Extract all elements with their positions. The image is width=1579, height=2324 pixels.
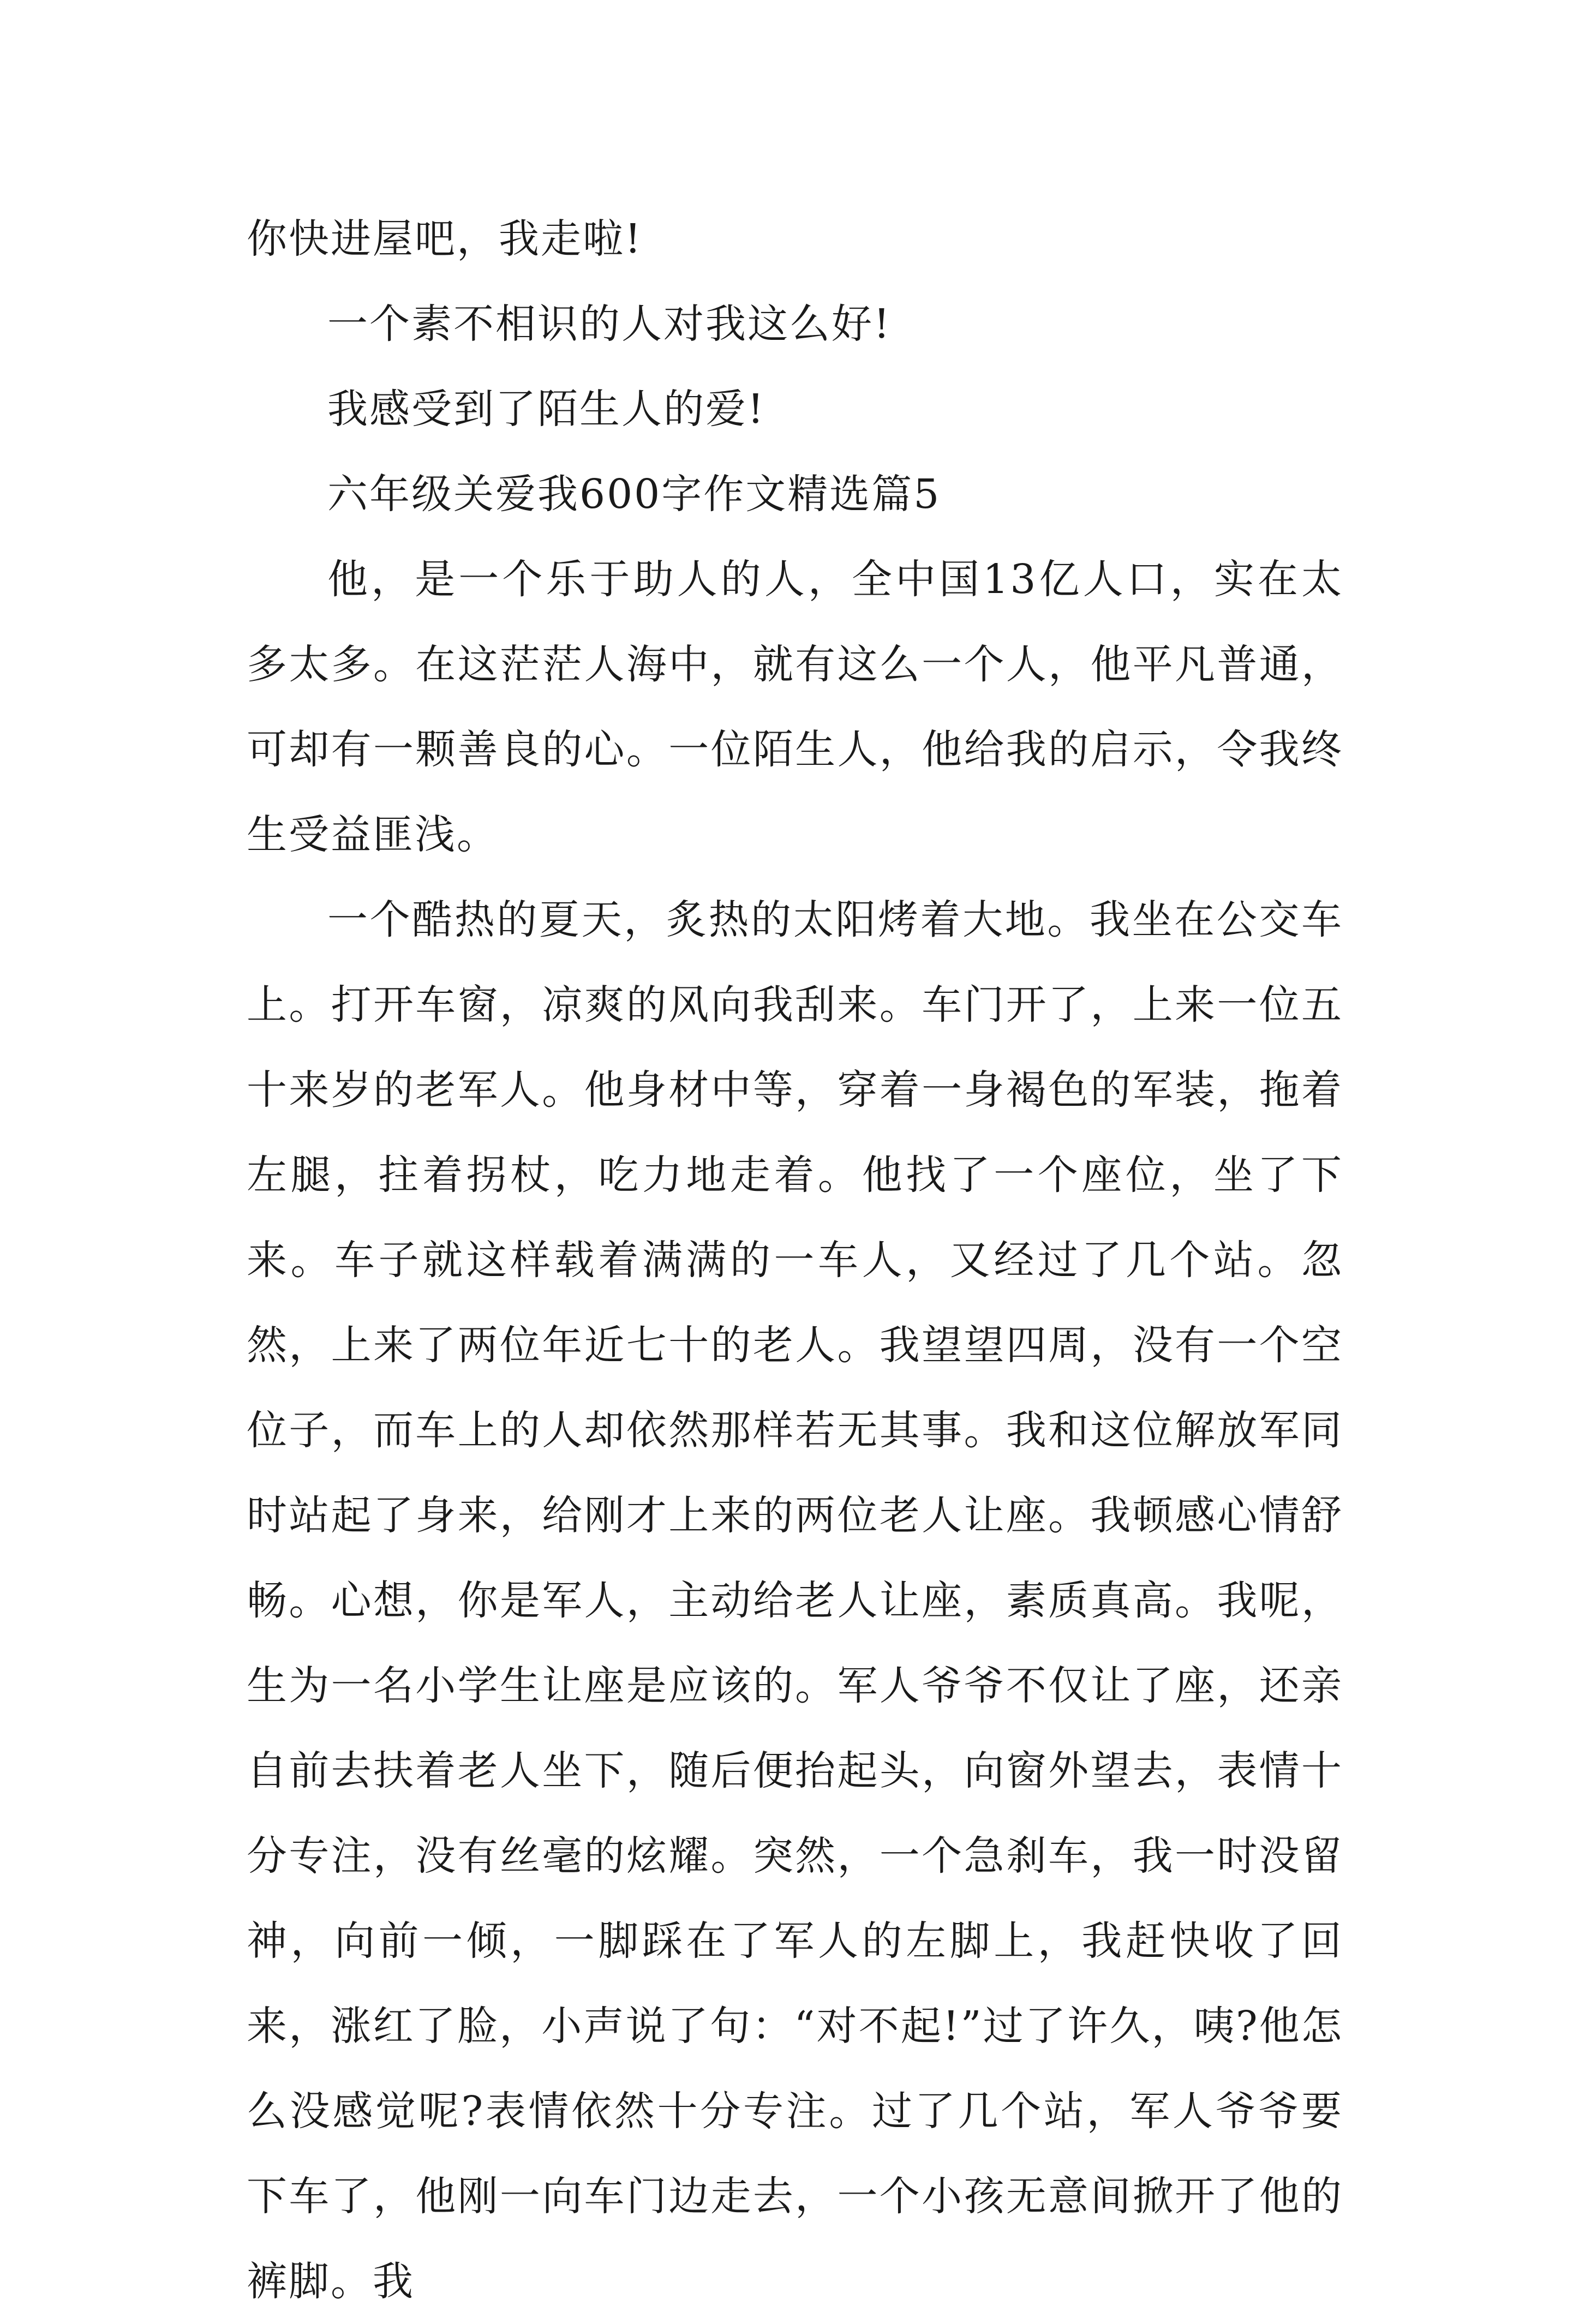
paragraph-4: 他，是一个乐于助人的人，全中国13亿人口，实在太多太多。在这茫茫人海中，就有这么一个人，他平凡普通，可却有一颗善良的心。一位陌生人，他给我的启示，令我终生受益匪浅。 [247,556,1343,858]
section-heading: 六年级关爱我600字作文精选篇5 [327,471,941,518]
paragraph-1: 你快进屋吧，我走啦! [247,215,643,262]
paragraph-5: 一个酷热的夏天，炙热的太阳烤着大地。我坐在公交车上。打开车窗，凉爽的风向我刮来。车门开了，上来一位五十来岁的老军人。他身材中等，穿着一身褐色的军装，拖着左腿，拄着拐杖，吃力地走着。他找了一个座位，坐了下来。车子就这样载着满满的一车人，又经过了几个站。忽然，上来了两位年近七十的老人。我望望四周，没有一个空位子，而车上的人却依然那样若无其事。我和这位解放军同时站起了身来，给刚才上来的两位老人让座。我顿感心情舒畅。心想，你是军人，主动给老人让座，素质真高。我呢，生为一名小学生让座是应该的。军人爷爷不仅让了座，还亲自前去扶着老人坐下，随后便抬起头，向窗外望去，表情十分专注，没有丝毫的炫耀。突然，一个急刹车，我一时没留神，向前一倾，一脚踩在了军人的左脚上，我赶快收了回来，涨红了脸，小声说了句：“对不起!”过了许久，咦?他怎么没感觉呢?表情依然十分专注。过了几个站，军人爷爷要下车了，他刚一向车门边走去，一个小孩无意间掀开了他的裤脚。我 [247,896,1343,2305]
document-body [247,196,1343,2324]
paragraph-2: 一个素不相识的人对我这么好! [327,301,892,348]
paragraph-3: 我感受到了陌生人的爱! [327,386,765,433]
